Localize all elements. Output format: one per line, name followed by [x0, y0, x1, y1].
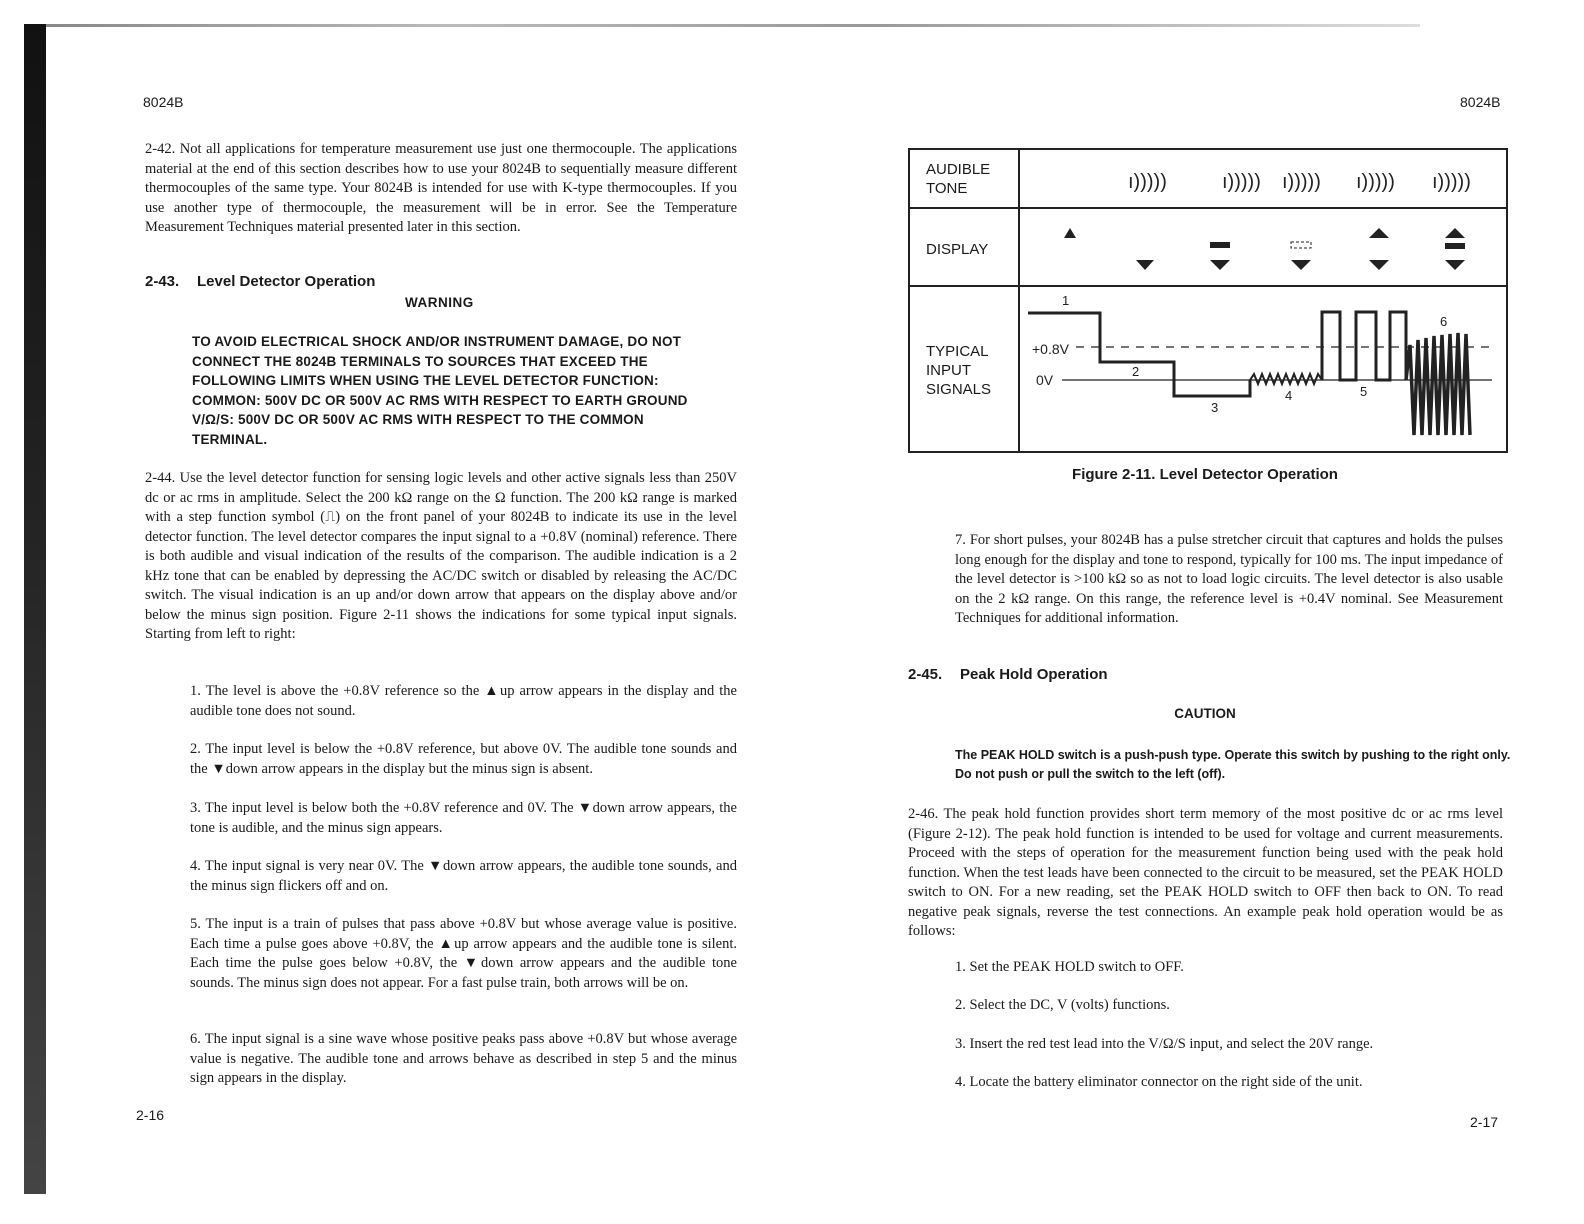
- signal-number: 5: [1360, 384, 1368, 399]
- row-label-audible-tone: AUDIBLE TONE: [926, 161, 991, 197]
- paragraph-2-44: 2-44. Use the level detector function for sensing logic levels and other active signals less than 250V dc or ac rms in amplitude. Select the 200 kΩ range on the Ω function. The 200 kΩ range is marked with a step function symbol (⎍) on the front panel of your 8024B to indicate its use in the level detector function. The level detector compares the input signal to a +0.8V (nominal) reference. There is both audible and visual indication of the results of the comparison. The audible indication is a 2 kHz tone that can be enabled by depressing the AC/DC switch or disabled by releasing the AC/DC switch. The visual indication is an up and/or down arrow that appears on the display above and/or below the minus sign position. Figure 2-11 shows the indications for some typical input signals. Starting from left to right:: [145, 470, 737, 642]
- down-arrow-icon: [1291, 260, 1311, 270]
- up-arrow-icon: [1369, 228, 1389, 238]
- list-item: 6. The input signal is a sine wave whose positive peaks pass above +0.8V but whose average value is negative. The audible tone and arrows behave as described in step 5 and the minus sign appears in the display.: [190, 1031, 737, 1086]
- zero-level-label: 0V: [1036, 372, 1054, 388]
- section-heading-2-45: [908, 666, 1108, 683]
- row-label-typical-input: TYPICAL INPUT SIGNALS: [926, 343, 992, 398]
- minus-sign-flicker-icon: [1291, 242, 1311, 248]
- paragraph-2-46: 2-46. The peak hold function provides short term memory of the most positive dc or ac rms level (Figure 2-12). The peak hold function is intended to be used for voltage and current measurements. Proceed with the steps of operation for the measurement function being used with the peak hold function. When the test leads have been connected to the circuit to be measured, set the PEAK HOLD switch to ON. For a new reading, set the PEAK HOLD switch to OFF then back to ON. To read negative peak signals, reverse the test connections. An example peak hold operation would be as follows:: [908, 806, 1503, 939]
- caution-title: CAUTION: [1174, 706, 1236, 721]
- left-page: [136, 0, 740, 1224]
- audible-tone-icon: ı))))): [1432, 171, 1471, 193]
- paragraph-2-42: 2-42. Not all applications for temperature measurement use just one thermocouple. The applications material at the end of this section describes how to use your 8024B to sequentially measure different thermocouples of the same type. Your 8024B is intended for use with K-type thermocouples. If you use another type of thermocouple, the measurement will be in error. See the Temperature Measurement Techniques material presented later in this section.: [145, 141, 737, 235]
- scan-edge-left: [24, 24, 46, 1194]
- list-item: 3. The input level is below both the +0.8V reference and 0V. The ▼down arrow appears, the tone is audible, and the minus sign appears.: [190, 800, 737, 836]
- down-arrow-icon: [1136, 260, 1154, 270]
- down-arrow-icon: [1210, 260, 1230, 270]
- down-arrow-icon: [1445, 260, 1465, 270]
- section-number: 2-45.: [908, 666, 943, 683]
- up-arrow-icon: [1445, 228, 1465, 238]
- warning-title: WARNING: [405, 295, 474, 310]
- signal-number: 2: [1132, 364, 1140, 379]
- list-item: 4. Locate the battery eliminator connector on the right side of the unit.: [955, 1074, 1363, 1090]
- page-number-right: 2-17: [1470, 1114, 1499, 1130]
- right-page: [905, 0, 1511, 1224]
- section-title: Peak Hold Operation: [960, 666, 1108, 683]
- signal-number: 4: [1285, 388, 1293, 403]
- page-header-right: 8024B: [1460, 94, 1501, 110]
- audible-tone-icon: ı))))): [1128, 171, 1167, 193]
- audible-tone-icon: ı))))): [1222, 171, 1261, 193]
- down-arrow-icon: [1369, 260, 1389, 270]
- list-item: 2. Select the DC, V (volts) functions.: [955, 997, 1170, 1013]
- up-arrow-icon: [1064, 228, 1076, 238]
- section-number: 2-43.: [145, 273, 180, 290]
- ref-level-label: +0.8V: [1032, 341, 1069, 357]
- list-item: 1. Set the PEAK HOLD switch to OFF.: [955, 959, 1184, 975]
- signal-number: 3: [1211, 400, 1219, 415]
- paragraph-step-7: 7. For short pulses, your 8024B has a pulse stretcher circuit that captures and holds the pulses long enough for the display and tone to respond, typically for 100 ms. The input impedance of the level detector is >100 kΩ so as not to load logic circuits. The level detector is also usable on the 2 kΩ range. On this range, the reference level is +0.4V nominal. See Measurement Techniques for additional information.: [955, 532, 1503, 626]
- section-heading-2-43: [145, 273, 375, 290]
- page-number-left: 2-16: [136, 1107, 165, 1123]
- signal-number: 1: [1062, 293, 1070, 308]
- minus-sign-icon: [1445, 243, 1465, 249]
- audible-tone-icon: ı))))): [1356, 171, 1395, 193]
- row-label-display: DISPLAY: [926, 241, 989, 258]
- list-item: 1. The level is above the +0.8V reference so the ▲up arrow appears in the display and the audible tone does not sound.: [190, 683, 737, 719]
- minus-sign-icon: [1210, 242, 1230, 248]
- signal-number: 6: [1440, 314, 1448, 329]
- section-title: Level Detector Operation: [197, 273, 376, 290]
- list-item: 3. Insert the red test lead into the V/Ω/S input, and select the 20V range.: [955, 1036, 1374, 1052]
- warning-body: TO AVOID ELECTRICAL SHOCK AND/OR INSTRUMENT DAMAGE, DO NOT CONNECT THE 8024B TERMINALS TO SOURCES THAT EXCEED THE FOLLOWING LIMITS WHEN USING THE LEVEL DETECTOR FUNCTION: COMMON: 500V DC OR 500V AC RMS WITH RESPECT TO EARTH GROUND V/Ω/S: 500V DC OR 500V AC RMS WITH RESPECT TO THE COMMON TERMINAL.: [192, 334, 688, 447]
- audible-tone-icon: ı))))): [1282, 171, 1321, 193]
- list-item: 2. The input level is below the +0.8V reference, but above 0V. The audible tone sounds and the ▼down arrow appears in the display but the minus sign is absent.: [190, 741, 737, 777]
- caution-body: The PEAK HOLD switch is a push-push type. Operate this switch by pushing to the right only. Do not push or pull the switch to the left (off).: [955, 748, 1511, 781]
- figure-2-11: [908, 148, 1508, 453]
- figure-graphics: [910, 150, 1506, 451]
- pulse-train-trace: [1322, 312, 1406, 380]
- sine-wave-trace: [1406, 333, 1470, 435]
- list-item: 5. The input is a train of pulses that pass above +0.8V but whose average value is positive. Each time a pulse goes above +0.8V, the ▲up arrow appears and the audible tone is silent. Each time the pulse goes below +0.8V, the ▼down arrow appears and the audible tone sounds. The minus sign does not appear. For a fast pulse train, both arrows will be on.: [190, 916, 737, 991]
- figure-caption: Figure 2-11. Level Detector Operation: [1072, 466, 1338, 483]
- noise-signal-trace: [1250, 374, 1322, 384]
- list-item: 4. The input signal is very near 0V. The ▼down arrow appears, the audible tone sounds, and the minus sign flickers off and on.: [190, 858, 737, 894]
- page-header-left: 8024B: [143, 94, 184, 110]
